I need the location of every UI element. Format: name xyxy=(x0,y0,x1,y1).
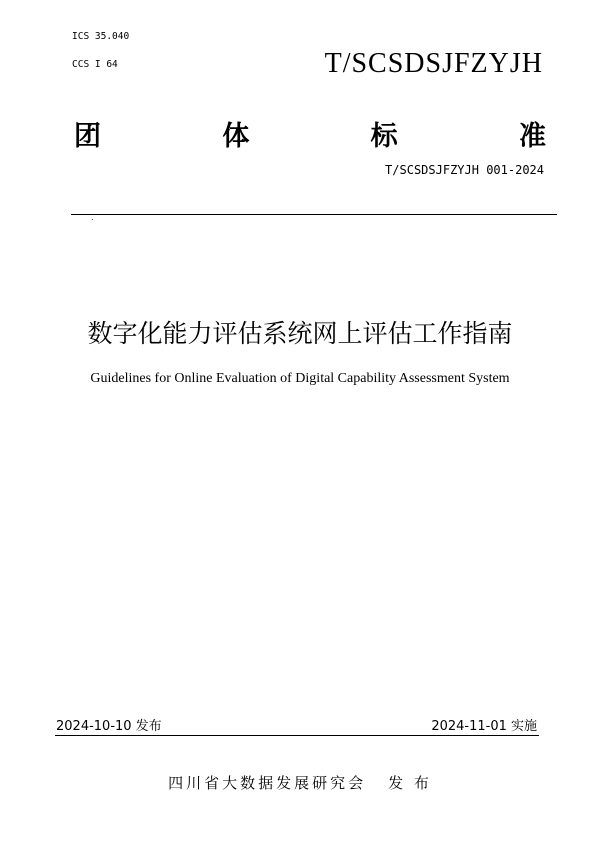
chinese-title: 数字化能力评估系统网上评估工作指南 xyxy=(87,319,513,348)
standard-number: T/SCSDSJFZYJH 001-2024 xyxy=(385,163,544,177)
bottom-divider xyxy=(55,735,539,736)
publisher-line xyxy=(0,772,600,793)
top-divider xyxy=(71,214,557,215)
standard-type-heading xyxy=(74,114,546,153)
implementation-date: 2024-11-01 实施 xyxy=(431,719,537,734)
ccs-code: CCS I 64 xyxy=(72,59,118,70)
issue-date: 2024-10-10 发布 xyxy=(56,719,162,734)
ics-code: ICS 35.040 xyxy=(72,31,130,42)
standard-type-char: 体 xyxy=(222,121,250,152)
standard-type-char: 标 xyxy=(370,121,398,152)
stray-dot: . xyxy=(91,213,94,222)
publisher-name: 四川省大数据发展研究会 xyxy=(168,774,367,792)
standard-type-char: 团 xyxy=(74,121,101,152)
publisher-action: 发 布 xyxy=(388,774,432,792)
standard-type-char: 准 xyxy=(518,121,546,152)
organization-code: T/SCSDSJFZYJH xyxy=(324,48,543,79)
english-title: Guidelines for Online Evaluation of Digital Capability Assessment System xyxy=(90,371,510,386)
